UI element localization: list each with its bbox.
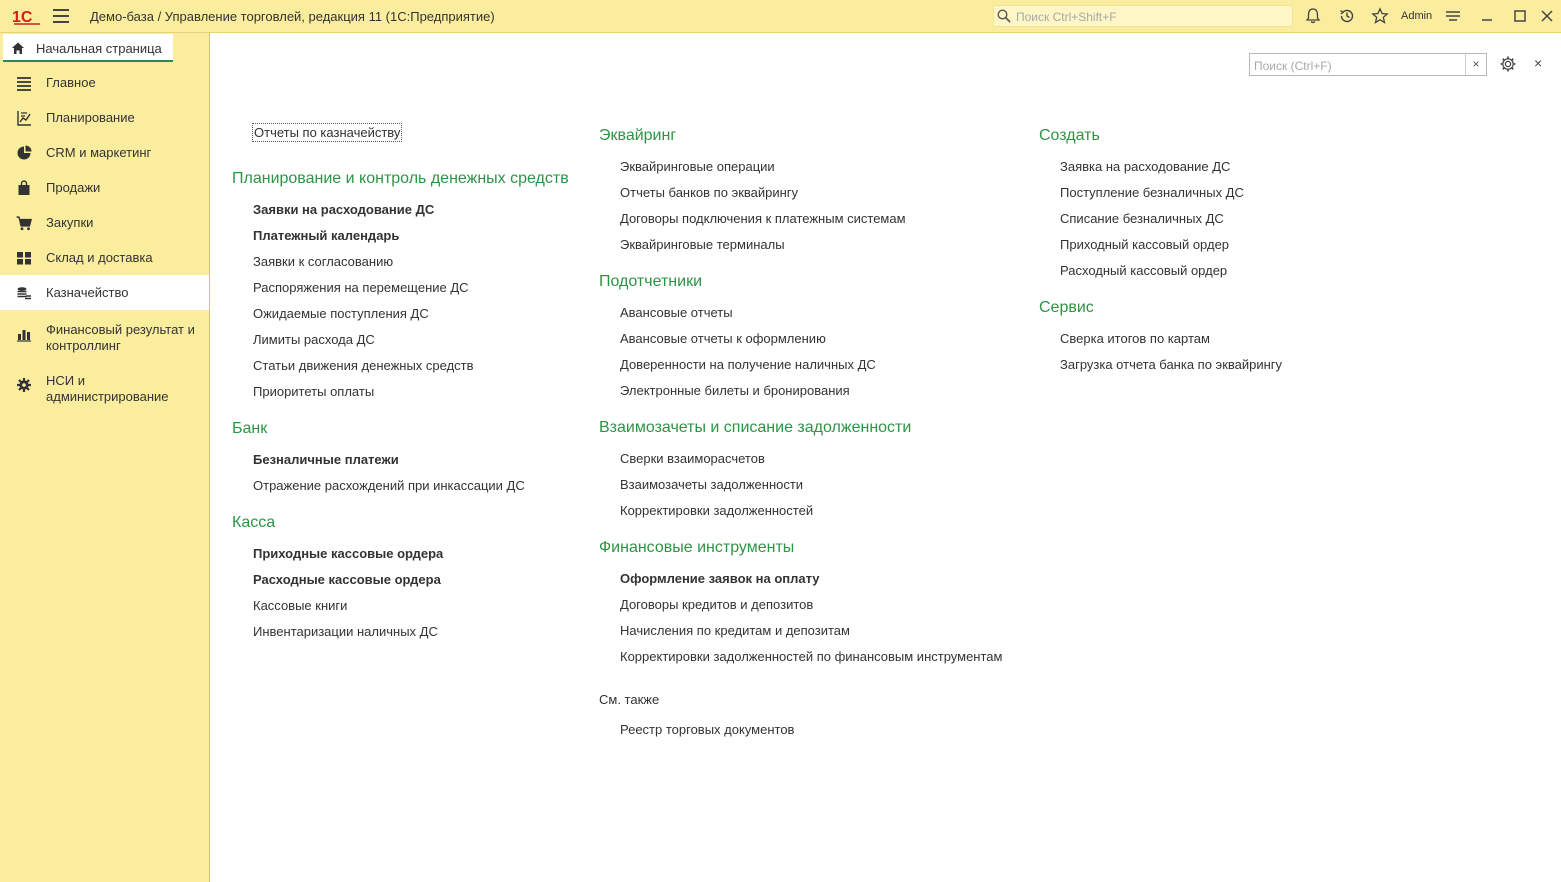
gear-icon[interactable] (1499, 55, 1517, 73)
coins-icon (16, 285, 32, 301)
nav-link[interactable]: Доверенности на получение наличных ДС (620, 357, 876, 372)
close-icon[interactable] (1538, 7, 1556, 25)
global-search-box[interactable] (993, 5, 1293, 27)
search-icon (997, 9, 1011, 23)
nav-link[interactable]: Отражение расхождений при инкассации ДС (253, 478, 525, 493)
sidebar-item-label: Продажи (46, 180, 101, 195)
user-name[interactable]: Admin (1401, 10, 1433, 22)
sidebar-item-6[interactable] (0, 240, 209, 275)
sidebar-item-label: НСИ и администрирование (46, 373, 169, 404)
treasury-section-page (211, 33, 1561, 882)
nav-link[interactable]: Отчеты банков по эквайрингу (620, 185, 799, 200)
maximize-icon[interactable] (1511, 7, 1529, 25)
menu-lines-icon (16, 75, 32, 91)
history-icon[interactable] (1338, 7, 1356, 25)
nav-link[interactable]: Приходный кассовый ордер (1060, 237, 1230, 252)
home-tab-label: Начальная страница (36, 41, 162, 56)
title-bar (0, 0, 1561, 33)
nav-link[interactable]: Загрузка отчета банка по эквайрингу (1060, 357, 1283, 372)
see-also-link[interactable]: Реестр торговых документов (620, 722, 795, 737)
group-title[interactable]: Создать (1039, 127, 1100, 144)
star-icon[interactable] (1371, 7, 1389, 25)
nav-link[interactable]: Корректировки задолженностей по финансовым инструментам (620, 649, 1003, 664)
group-title[interactable]: Банк (232, 420, 268, 437)
nav-link[interactable]: Заявки на расходование ДС (253, 202, 435, 217)
nav-link[interactable]: Поступление безналичных ДС (1060, 185, 1244, 200)
nav-link[interactable]: Кассовые книги (253, 598, 348, 613)
nav-link[interactable]: Эквайринговые терминалы (620, 237, 785, 252)
link-group (232, 419, 569, 499)
sidebar-item-label: Казначейство (46, 285, 129, 300)
nav-link[interactable]: Заявка на расходование ДС (1060, 159, 1231, 174)
link-group (599, 418, 1002, 524)
group-title[interactable]: Сервис (1039, 299, 1094, 316)
sidebar-item-4[interactable] (0, 170, 209, 205)
minimize-icon[interactable] (1478, 7, 1496, 25)
link-group (599, 272, 1002, 404)
sidebar-item-8[interactable] (0, 310, 209, 361)
sidebar-item-2[interactable] (0, 100, 209, 135)
nav-link[interactable]: Взаимозачеты задолженности (620, 477, 804, 492)
nav-link[interactable]: Авансовые отчеты (620, 305, 733, 320)
sidebar-item-7[interactable] (0, 275, 209, 310)
cart-icon (16, 215, 32, 231)
nav-link[interactable]: Списание безналичных ДС (1060, 211, 1224, 226)
nav-link[interactable]: Ожидаемые поступления ДС (253, 306, 429, 321)
link-group (232, 169, 569, 405)
group-title[interactable]: Подотчетники (599, 273, 702, 290)
link-group (1039, 126, 1282, 284)
nav-link[interactable]: Электронные билеты и бронирования (620, 383, 850, 398)
nav-link[interactable]: Платежный календарь (253, 228, 400, 243)
sections-panel (0, 33, 210, 882)
page-search-box[interactable] (1249, 53, 1487, 76)
group-title[interactable]: Финансовые инструменты (599, 539, 795, 556)
nav-link[interactable]: Расходный кассовый ордер (1060, 263, 1228, 278)
nav-link[interactable]: Сверка итогов по картам (1060, 331, 1210, 346)
main-menu-icon[interactable] (53, 9, 69, 23)
global-search-input[interactable] (1014, 8, 1288, 26)
nav-link[interactable]: Инвентаризации наличных ДС (253, 624, 438, 639)
sidebar-item-9[interactable] (0, 361, 209, 412)
tab-home[interactable] (3, 34, 173, 62)
group-title[interactable]: Касса (232, 514, 276, 531)
nav-link[interactable]: Расходные кассовые ордера (253, 572, 441, 587)
app-title: Демо-база / Управление торговлей, редакция 11 (1С:Предприятие) (90, 9, 495, 24)
home-icon (11, 41, 25, 55)
column-middle (599, 126, 1002, 743)
group-title[interactable]: Эквайринг (599, 127, 677, 144)
1c-logo[interactable] (12, 7, 42, 25)
warehouse-grid-icon (16, 250, 32, 266)
link-group (232, 513, 569, 645)
link-group (1039, 298, 1282, 378)
column-right (1039, 126, 1282, 392)
nav-link[interactable]: Статьи движения денежных средств (253, 358, 474, 373)
group-title[interactable]: Планирование и контроль денежных средств (232, 170, 569, 187)
page-search-input[interactable] (1252, 56, 1468, 75)
link-group (599, 538, 1002, 670)
bar-chart-icon (16, 326, 32, 342)
shopping-bag-icon (16, 180, 32, 196)
planning-chart-icon (16, 110, 32, 126)
sidebar-item-5[interactable] (0, 205, 209, 240)
sidebar-item-label: Главное (46, 75, 96, 90)
nav-link[interactable]: Распоряжения на перемещение ДС (253, 280, 469, 295)
nav-link[interactable]: Корректировки задолженностей (620, 503, 814, 518)
nav-link[interactable]: Оформление заявок на оплату (620, 571, 820, 586)
sidebar-item-label: Финансовый результат и контроллинг (46, 322, 195, 353)
svg-text:1С: 1С (12, 9, 33, 25)
bell-icon[interactable] (1304, 7, 1322, 25)
group-title[interactable]: Взаимозачеты и списание задолженности (599, 419, 912, 436)
nav-link[interactable]: Авансовые отчеты к оформлению (620, 331, 826, 346)
column-left (232, 123, 569, 659)
nav-link[interactable]: Приходные кассовые ордера (253, 546, 444, 561)
nav-link[interactable]: Сверки взаиморасчетов (620, 451, 765, 466)
gear-icon (16, 377, 32, 393)
nav-link[interactable]: Начисления по кредитам и депозитам (620, 623, 850, 638)
nav-link[interactable]: Заявки к согласованию (253, 254, 394, 269)
see-also-title: См. также (599, 692, 660, 707)
sidebar-item-label: Закупки (46, 215, 94, 230)
settings-lines-icon[interactable] (1444, 7, 1462, 25)
nav-link[interactable]: Договоры кредитов и депозитов (620, 597, 814, 612)
pie-chart-icon (16, 145, 32, 161)
nav-link[interactable]: Эквайринговые операции (620, 159, 775, 174)
treasury-reports-link[interactable]: Отчеты по казначейству (254, 125, 401, 140)
sidebar-item-label: Склад и доставка (46, 250, 153, 265)
close-page-button[interactable]: × (1534, 55, 1543, 71)
clear-search-button[interactable]: × (1465, 54, 1486, 75)
nav-link[interactable]: Безналичные платежи (253, 452, 399, 467)
sidebar-item-1[interactable] (0, 65, 209, 100)
sidebar-item-label: CRM и маркетинг (46, 145, 152, 160)
nav-link[interactable]: Приоритеты оплаты (253, 384, 375, 399)
section-list (0, 65, 209, 412)
nav-link[interactable]: Договоры подключения к платежным системам (620, 211, 906, 226)
link-group (599, 126, 1002, 258)
sidebar-item-3[interactable] (0, 135, 209, 170)
nav-link[interactable]: Лимиты расхода ДС (253, 332, 375, 347)
sidebar-item-label: Планирование (46, 110, 135, 125)
